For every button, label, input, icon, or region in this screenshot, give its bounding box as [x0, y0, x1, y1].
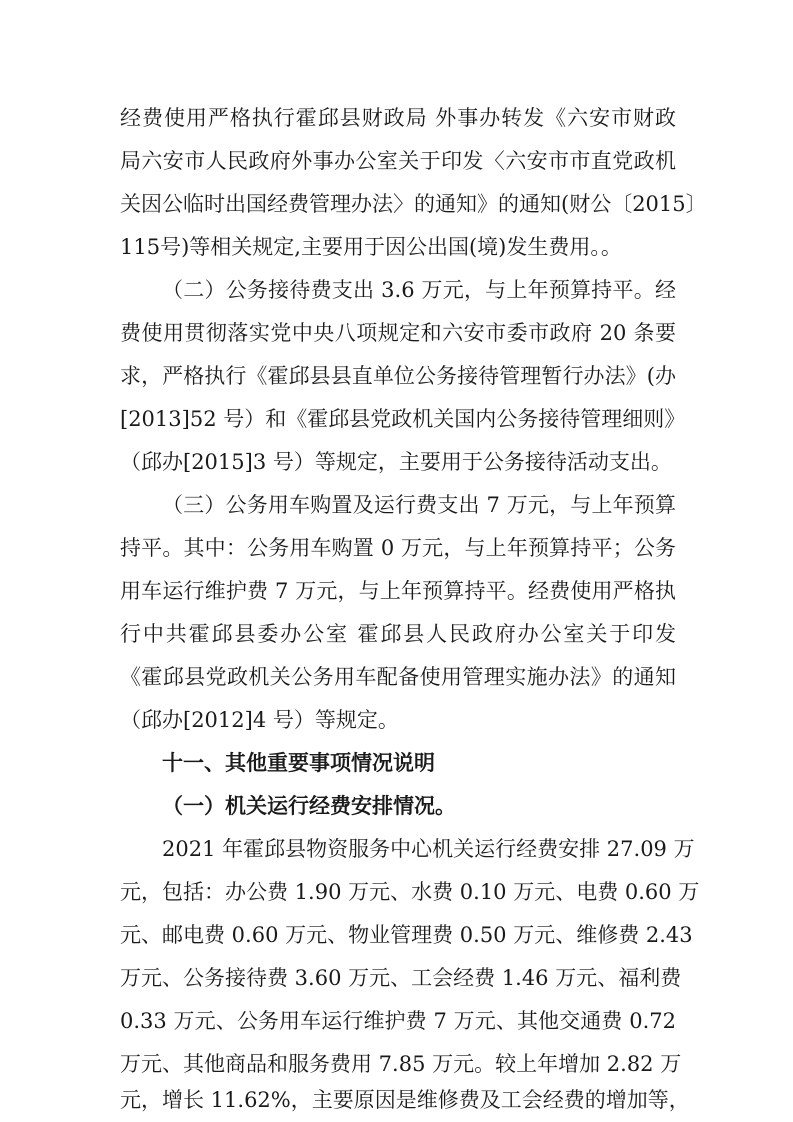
- paragraph-line: 行中共霍邱县委办公室 霍邱县人民政府办公室关于印发: [120, 622, 676, 646]
- paragraph-line: 元，包括：办公费 1.90 万元、水费 0.10 万元、电费 0.60 万: [120, 880, 700, 904]
- paragraph-line: [2013]52 号）和《霍邱县党政机关国内公务接待管理细则》: [120, 407, 686, 431]
- paragraph-line: （二）公务接待费支出 3.6 万元，与上年预算持平。经: [162, 278, 676, 302]
- paragraph-line: （邱办[2012]4 号）等规定。: [120, 708, 399, 732]
- paragraph-line: 2021 年霍邱县物资服务中心机关运行经费安排 27.09 万: [162, 837, 695, 861]
- paragraph-line: 万元、其他商品和服务费用 7.85 万元。较上年增加 2.82 万: [120, 1052, 682, 1076]
- paragraph-line: 万元、公务接待费 3.60 万元、工会经费 1.46 万元、福利费: [120, 966, 682, 990]
- paragraph-line: 关因公临时出国经费管理办法〉的通知》的通知(财公〔2015〕: [120, 192, 707, 216]
- paragraph-line: 费使用贯彻落实党中央八项规定和六安市委市政府 20 条要: [120, 321, 676, 345]
- paragraph-line: 元、邮电费 0.60 万元、物业管理费 0.50 万元、维修费 2.43: [120, 923, 693, 947]
- paragraph-line: 持平。其中：公务用车购置 0 万元，与上年预算持平；公务: [120, 536, 676, 560]
- paragraph-line: 元，增长 11.62%，主要原因是维修费及工会经费的增加等，: [120, 1088, 690, 1112]
- paragraph-line: 局六安市人民政府外事办公室关于印发〈六安市市直党政机: [120, 149, 676, 173]
- paragraph-line: 经费使用严格执行霍邱县财政局 外事办转发《六安市财政: [120, 106, 676, 130]
- sub-heading: （一）机关运行经费安排情况。: [162, 794, 456, 818]
- paragraph-line: 求，严格执行《霍邱县县直单位公务接待管理暂行办法》(办: [120, 364, 676, 388]
- paragraph-line: （三）公务用车购置及运行费支出 7 万元，与上年预算: [162, 493, 676, 517]
- paragraph-line: 115号)等相关规定,主要用于因公出国(境)发生费用。。: [120, 235, 622, 259]
- section-heading: 十一、其他重要事项情况说明: [162, 751, 435, 775]
- paragraph-line: 《霍邱县党政机关公务用车配备使用管理实施办法》的通知: [120, 665, 676, 689]
- paragraph-line: 0.33 万元、公务用车运行维护费 7 万元、其他交通费 0.72: [120, 1009, 676, 1033]
- paragraph-line: （邱办[2015]3 号）等规定，主要用于公务接待活动支出。: [120, 450, 672, 474]
- paragraph-line: 用车运行维护费 7 万元，与上年预算持平。经费使用严格执: [120, 579, 676, 603]
